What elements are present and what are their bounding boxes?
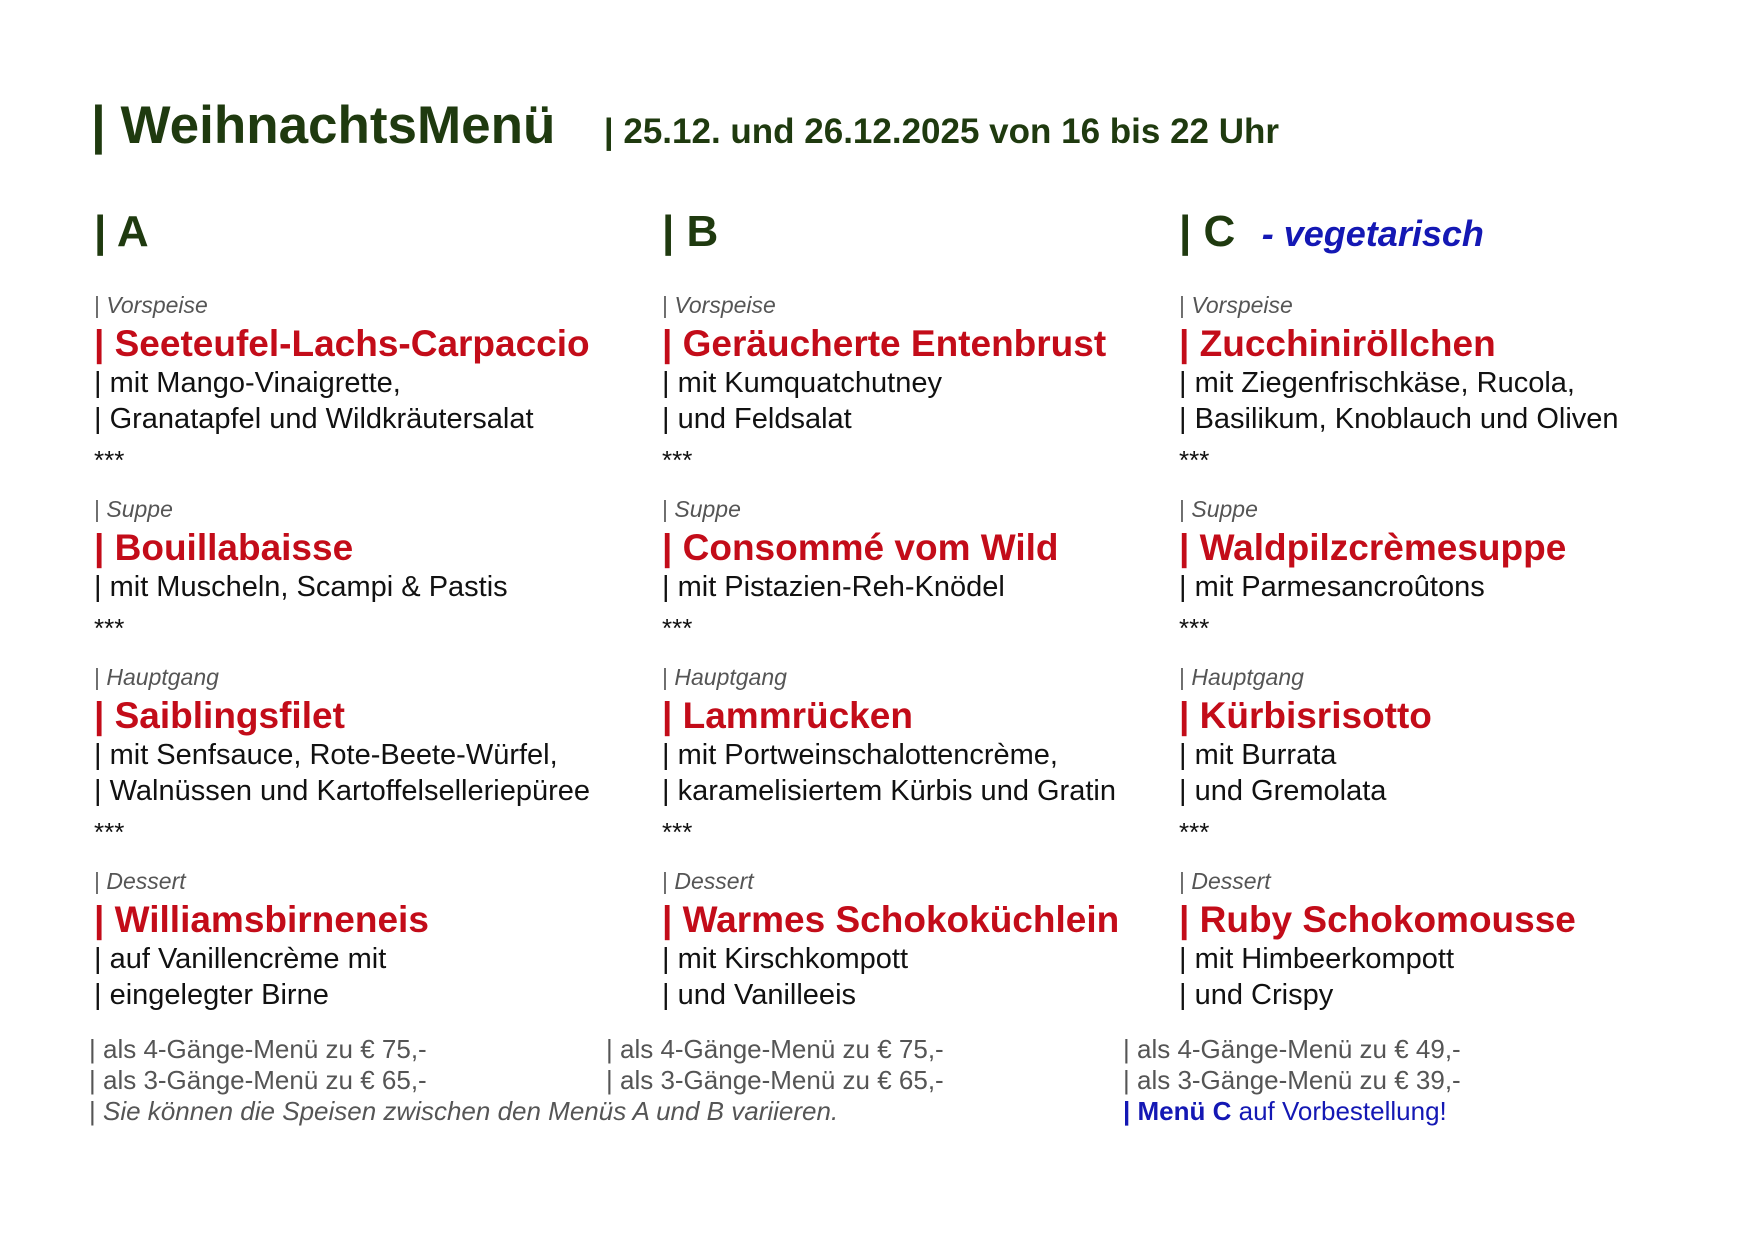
course-separator: *** — [1179, 613, 1210, 643]
course-name: | Zucchiniröllchen — [1179, 323, 1496, 364]
course-description: | und Crispy — [1179, 979, 1334, 1011]
course-soup — [94, 491, 654, 605]
course-description: | eingelegter Birne — [94, 979, 329, 1011]
course-description: | Walnüssen und Kartoffelselleriepüree — [94, 775, 590, 807]
preorder-note: | Menü C auf Vorbestellung! — [1123, 1096, 1447, 1126]
course-main — [662, 659, 1222, 809]
course-description: | und Gremolata — [1179, 775, 1387, 807]
course-name: | Lammrücken — [662, 695, 913, 736]
course-description: | mit Mango-Vinaigrette, — [94, 367, 401, 399]
price-line: | als 3-Gänge-Menü zu € 65,- — [606, 1065, 944, 1095]
course-description: | Granatapfel und Wildkräutersalat — [94, 403, 534, 435]
course-name: | Saiblingsfilet — [94, 695, 345, 736]
course-starter — [94, 287, 654, 437]
course-category: | Dessert — [1179, 868, 1271, 894]
course-name: | Seeteufel-Lachs-Carpaccio — [94, 323, 590, 364]
price-line: | als 4-Gänge-Menü zu € 49,- — [1123, 1034, 1461, 1064]
prices-menu-c — [1123, 1034, 1461, 1127]
course-description: | mit Kirschkompott — [662, 943, 909, 975]
course-category: | Hauptgang — [94, 664, 219, 690]
course-description: | mit Pistazien-Reh-Knödel — [662, 571, 1005, 603]
course-category: | Hauptgang — [1179, 664, 1304, 690]
course-starter — [662, 287, 1222, 437]
course-category: | Suppe — [1179, 496, 1258, 522]
page-title: | WeihnachtsMenü — [91, 96, 556, 155]
course-category: | Vorspeise — [1179, 292, 1293, 318]
variation-note: | Sie können die Speisen zwischen den Menüs A und B variieren. — [89, 1096, 839, 1126]
vegetarian-tag: - vegetarisch — [1261, 213, 1484, 254]
price-line: | als 4-Gänge-Menü zu € 75,- — [89, 1034, 427, 1064]
menu-column-a — [94, 207, 654, 1013]
course-main — [94, 659, 654, 809]
course-category: | Suppe — [662, 496, 741, 522]
menu-heading — [662, 207, 1222, 287]
course-soup — [662, 491, 1222, 605]
course-name: | Geräucherte Entenbrust — [662, 323, 1107, 364]
course-description: | auf Vanillencrème mit — [94, 943, 387, 975]
event-dates: | 25.12. und 26.12.2025 von 16 bis 22 Uhr — [603, 112, 1279, 151]
course-category: | Hauptgang — [662, 664, 787, 690]
course-name: | Warmes Schokoküchlein — [662, 899, 1120, 940]
menu-letter: | B — [662, 207, 719, 256]
course-name: | Kürbisrisotto — [1179, 695, 1432, 736]
course-separator: *** — [662, 613, 693, 643]
menu-column-b — [662, 207, 1222, 1013]
course-description: | mit Kumquatchutney — [662, 367, 942, 399]
course-description: | mit Portweinschalottencrème, — [662, 739, 1058, 771]
course-main — [1179, 659, 1739, 809]
course-description: | karamelisiertem Kürbis und Gratin — [662, 775, 1116, 807]
course-separator: *** — [94, 445, 125, 475]
course-description: | mit Senfsauce, Rote-Beete-Würfel, — [94, 739, 558, 771]
course-starter — [1179, 287, 1739, 437]
course-separator: *** — [94, 613, 125, 643]
course-name: | Ruby Schokomousse — [1179, 899, 1576, 940]
page-header — [91, 95, 1279, 156]
course-description: | mit Himbeerkompott — [1179, 943, 1455, 975]
course-dessert — [94, 863, 654, 1013]
course-description: | mit Parmesancroûtons — [1179, 571, 1485, 603]
course-category: | Vorspeise — [94, 292, 208, 318]
prices-menu-b — [606, 1034, 944, 1096]
course-name: | Williamsbirneneis — [94, 899, 429, 940]
course-dessert — [662, 863, 1222, 1013]
course-description: | mit Ziegenfrischkäse, Rucola, — [1179, 367, 1575, 399]
course-description: | mit Muscheln, Scampi & Pastis — [94, 571, 508, 603]
course-dessert — [1179, 863, 1739, 1013]
price-line: | als 3-Gänge-Menü zu € 65,- — [89, 1065, 427, 1095]
price-line: | als 4-Gänge-Menü zu € 75,- — [606, 1034, 944, 1064]
course-name: | Waldpilzcrèmesuppe — [1179, 527, 1567, 568]
course-category: | Dessert — [662, 868, 754, 894]
course-category: | Vorspeise — [662, 292, 776, 318]
course-separator: *** — [662, 445, 693, 475]
course-description: | mit Burrata — [1179, 739, 1337, 771]
course-separator: *** — [1179, 445, 1210, 475]
course-name: | Consommé vom Wild — [662, 527, 1059, 568]
course-name: | Bouillabaisse — [94, 527, 354, 568]
course-category: | Dessert — [94, 868, 186, 894]
price-line: | als 3-Gänge-Menü zu € 39,- — [1123, 1065, 1461, 1095]
menu-heading — [1179, 207, 1739, 287]
menu-column-c — [1179, 207, 1739, 1013]
course-description: | und Feldsalat — [662, 403, 852, 435]
course-separator: *** — [662, 817, 693, 847]
course-category: | Suppe — [94, 496, 173, 522]
course-soup — [1179, 491, 1739, 605]
course-description: | Basilikum, Knoblauch und Oliven — [1179, 403, 1619, 435]
menu-letter: | C — [1179, 207, 1236, 256]
course-description: | und Vanilleeis — [662, 979, 857, 1011]
course-separator: *** — [1179, 817, 1210, 847]
course-separator: *** — [94, 817, 125, 847]
menu-letter: | A — [94, 207, 149, 256]
menu-heading — [94, 207, 654, 287]
